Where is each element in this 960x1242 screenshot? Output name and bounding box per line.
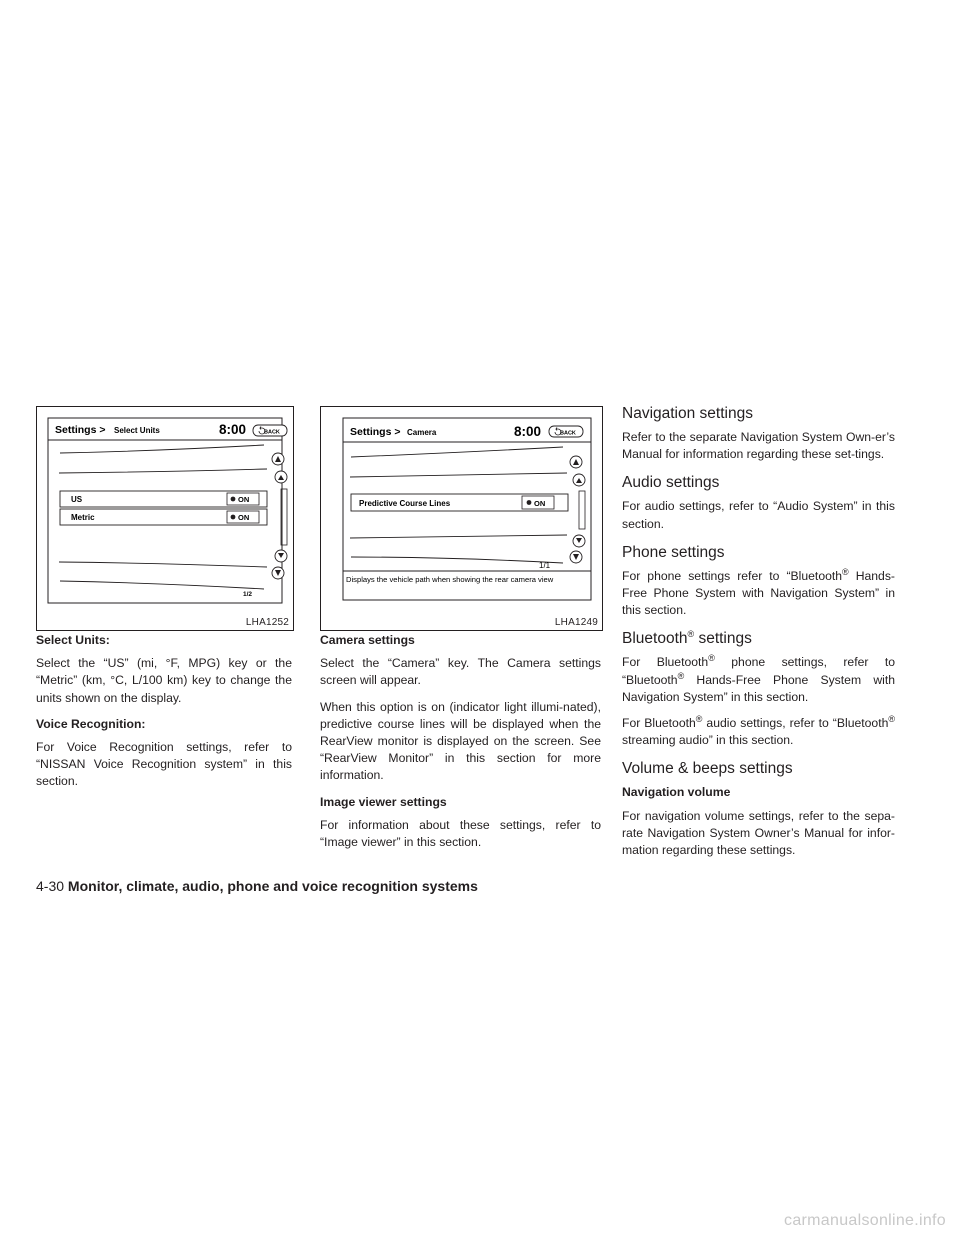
page-footer bbox=[36, 878, 478, 894]
phone-settings-body: For phone settings refer to “Bluetooth® Hands-Free Phone System with Navigation System” in this section. bbox=[622, 566, 895, 618]
bluetooth-settings-body-1: For Bluetooth® phone settings, refer to “Bluetooth® Hands-Free Phone System with Navigation System” in this section. bbox=[622, 653, 896, 704]
camera-settings-heading: Camera settings bbox=[320, 633, 415, 647]
scroll-top-button[interactable] bbox=[272, 453, 284, 465]
bluetooth-settings-heading: Bluetooth® settings bbox=[622, 629, 752, 648]
indicator-light-icon bbox=[231, 515, 236, 520]
svg-text:ON: ON bbox=[238, 495, 250, 504]
navigation-settings-heading: Navigation settings bbox=[622, 405, 753, 422]
indicator-light-icon bbox=[527, 500, 532, 505]
page-number: 4-30 bbox=[36, 878, 65, 894]
clock: 8:00 bbox=[514, 424, 542, 439]
select-units-body: Select the “US” (mi, °F, MPG) key or the “Metric” (km, °C, L/100 km) key to change the units shown on the display. bbox=[36, 656, 292, 705]
audio-settings-heading: Audio settings bbox=[622, 474, 720, 492]
watermark: carmanualsonline.info bbox=[784, 1212, 946, 1229]
indicator-light-icon bbox=[231, 497, 236, 502]
scroll-down-button[interactable] bbox=[275, 550, 287, 562]
scroll-bottom-button[interactable] bbox=[272, 567, 284, 579]
voice-recognition-body: For Voice Recognition settings, refer to “NISSAN Voice Recognition system” in this section. bbox=[36, 740, 292, 789]
image-viewer-heading: Image viewer settings bbox=[320, 794, 447, 809]
row-label-metric: Metric bbox=[71, 513, 95, 522]
screen-subtitle: Select Units bbox=[114, 426, 160, 435]
right-column bbox=[622, 404, 895, 868]
chapter-title: Monitor, climate, audio, phone and voice recognition systems bbox=[67, 878, 478, 894]
back-button[interactable] bbox=[253, 425, 287, 436]
left-column bbox=[36, 632, 292, 800]
bluetooth-settings-body-2: For Bluetooth® audio settings, refer to “Bluetooth® streaming audio” in this section. bbox=[622, 713, 896, 748]
row-label-predictive: Predictive Course Lines bbox=[359, 499, 451, 508]
svg-text:BACK: BACK bbox=[264, 429, 280, 436]
navigation-volume-heading: Navigation volume bbox=[622, 785, 731, 800]
scroll-up-button[interactable] bbox=[275, 471, 287, 483]
page-indicator: 1/1 bbox=[539, 561, 551, 570]
svg-text:BACK: BACK bbox=[560, 430, 576, 437]
middle-column bbox=[320, 632, 601, 860]
camera-settings-body-2: When this option is on (indicator light illumi-nated), predictive course lines will be displayed when the RearView monitor is displayed on the screen. See “RearView Monitor” in this section for more information. bbox=[320, 699, 601, 783]
row-label-us: US bbox=[71, 495, 83, 504]
scroll-down-button[interactable] bbox=[573, 535, 585, 547]
navigation-settings-body: Refer to the separate Navigation System Own-er’s Manual for information regarding these set-tings. bbox=[622, 430, 895, 462]
svg-text:ON: ON bbox=[238, 513, 250, 522]
scroll-up-button[interactable] bbox=[573, 474, 585, 486]
scroll-top-button[interactable] bbox=[570, 456, 582, 468]
volume-beeps-heading: Volume & beeps settings bbox=[622, 760, 793, 778]
screen-caption: Displays the vehicle path when showing the rear camera view bbox=[346, 575, 554, 584]
back-button[interactable] bbox=[549, 426, 583, 437]
image-viewer-body: For information about these settings, refer to “Image viewer” in this section. bbox=[320, 817, 601, 850]
figure-select-units bbox=[36, 406, 294, 631]
voice-recognition-heading: Voice Recognition: bbox=[36, 716, 146, 731]
camera-screen bbox=[321, 407, 602, 630]
screen-title: Settings > bbox=[55, 424, 106, 436]
svg-text:ON: ON bbox=[534, 499, 546, 508]
figure-id: LHA1249 bbox=[554, 617, 598, 628]
navigation-volume-body: For navigation volume settings, refer to the sepa-rate Navigation System Owner’s Manual for infor-mation regarding these settings. bbox=[622, 808, 895, 858]
figure-id: LHA1252 bbox=[245, 617, 289, 628]
scroll-bottom-button[interactable] bbox=[570, 551, 582, 563]
phone-settings-heading: Phone settings bbox=[622, 543, 725, 561]
select-units-heading: Select Units: bbox=[36, 633, 110, 647]
screen-subtitle: Camera bbox=[407, 428, 437, 437]
page-indicator: 1/2 bbox=[243, 591, 253, 598]
audio-settings-body: For audio settings, refer to “Audio System” in this section. bbox=[622, 499, 895, 531]
clock: 8:00 bbox=[219, 422, 247, 437]
camera-settings-body-1: Select the “Camera” key. The Camera settings screen will appear. bbox=[320, 656, 601, 688]
figure-camera bbox=[320, 406, 603, 631]
screen-title: Settings > bbox=[350, 426, 401, 438]
select-units-screen bbox=[37, 407, 293, 630]
